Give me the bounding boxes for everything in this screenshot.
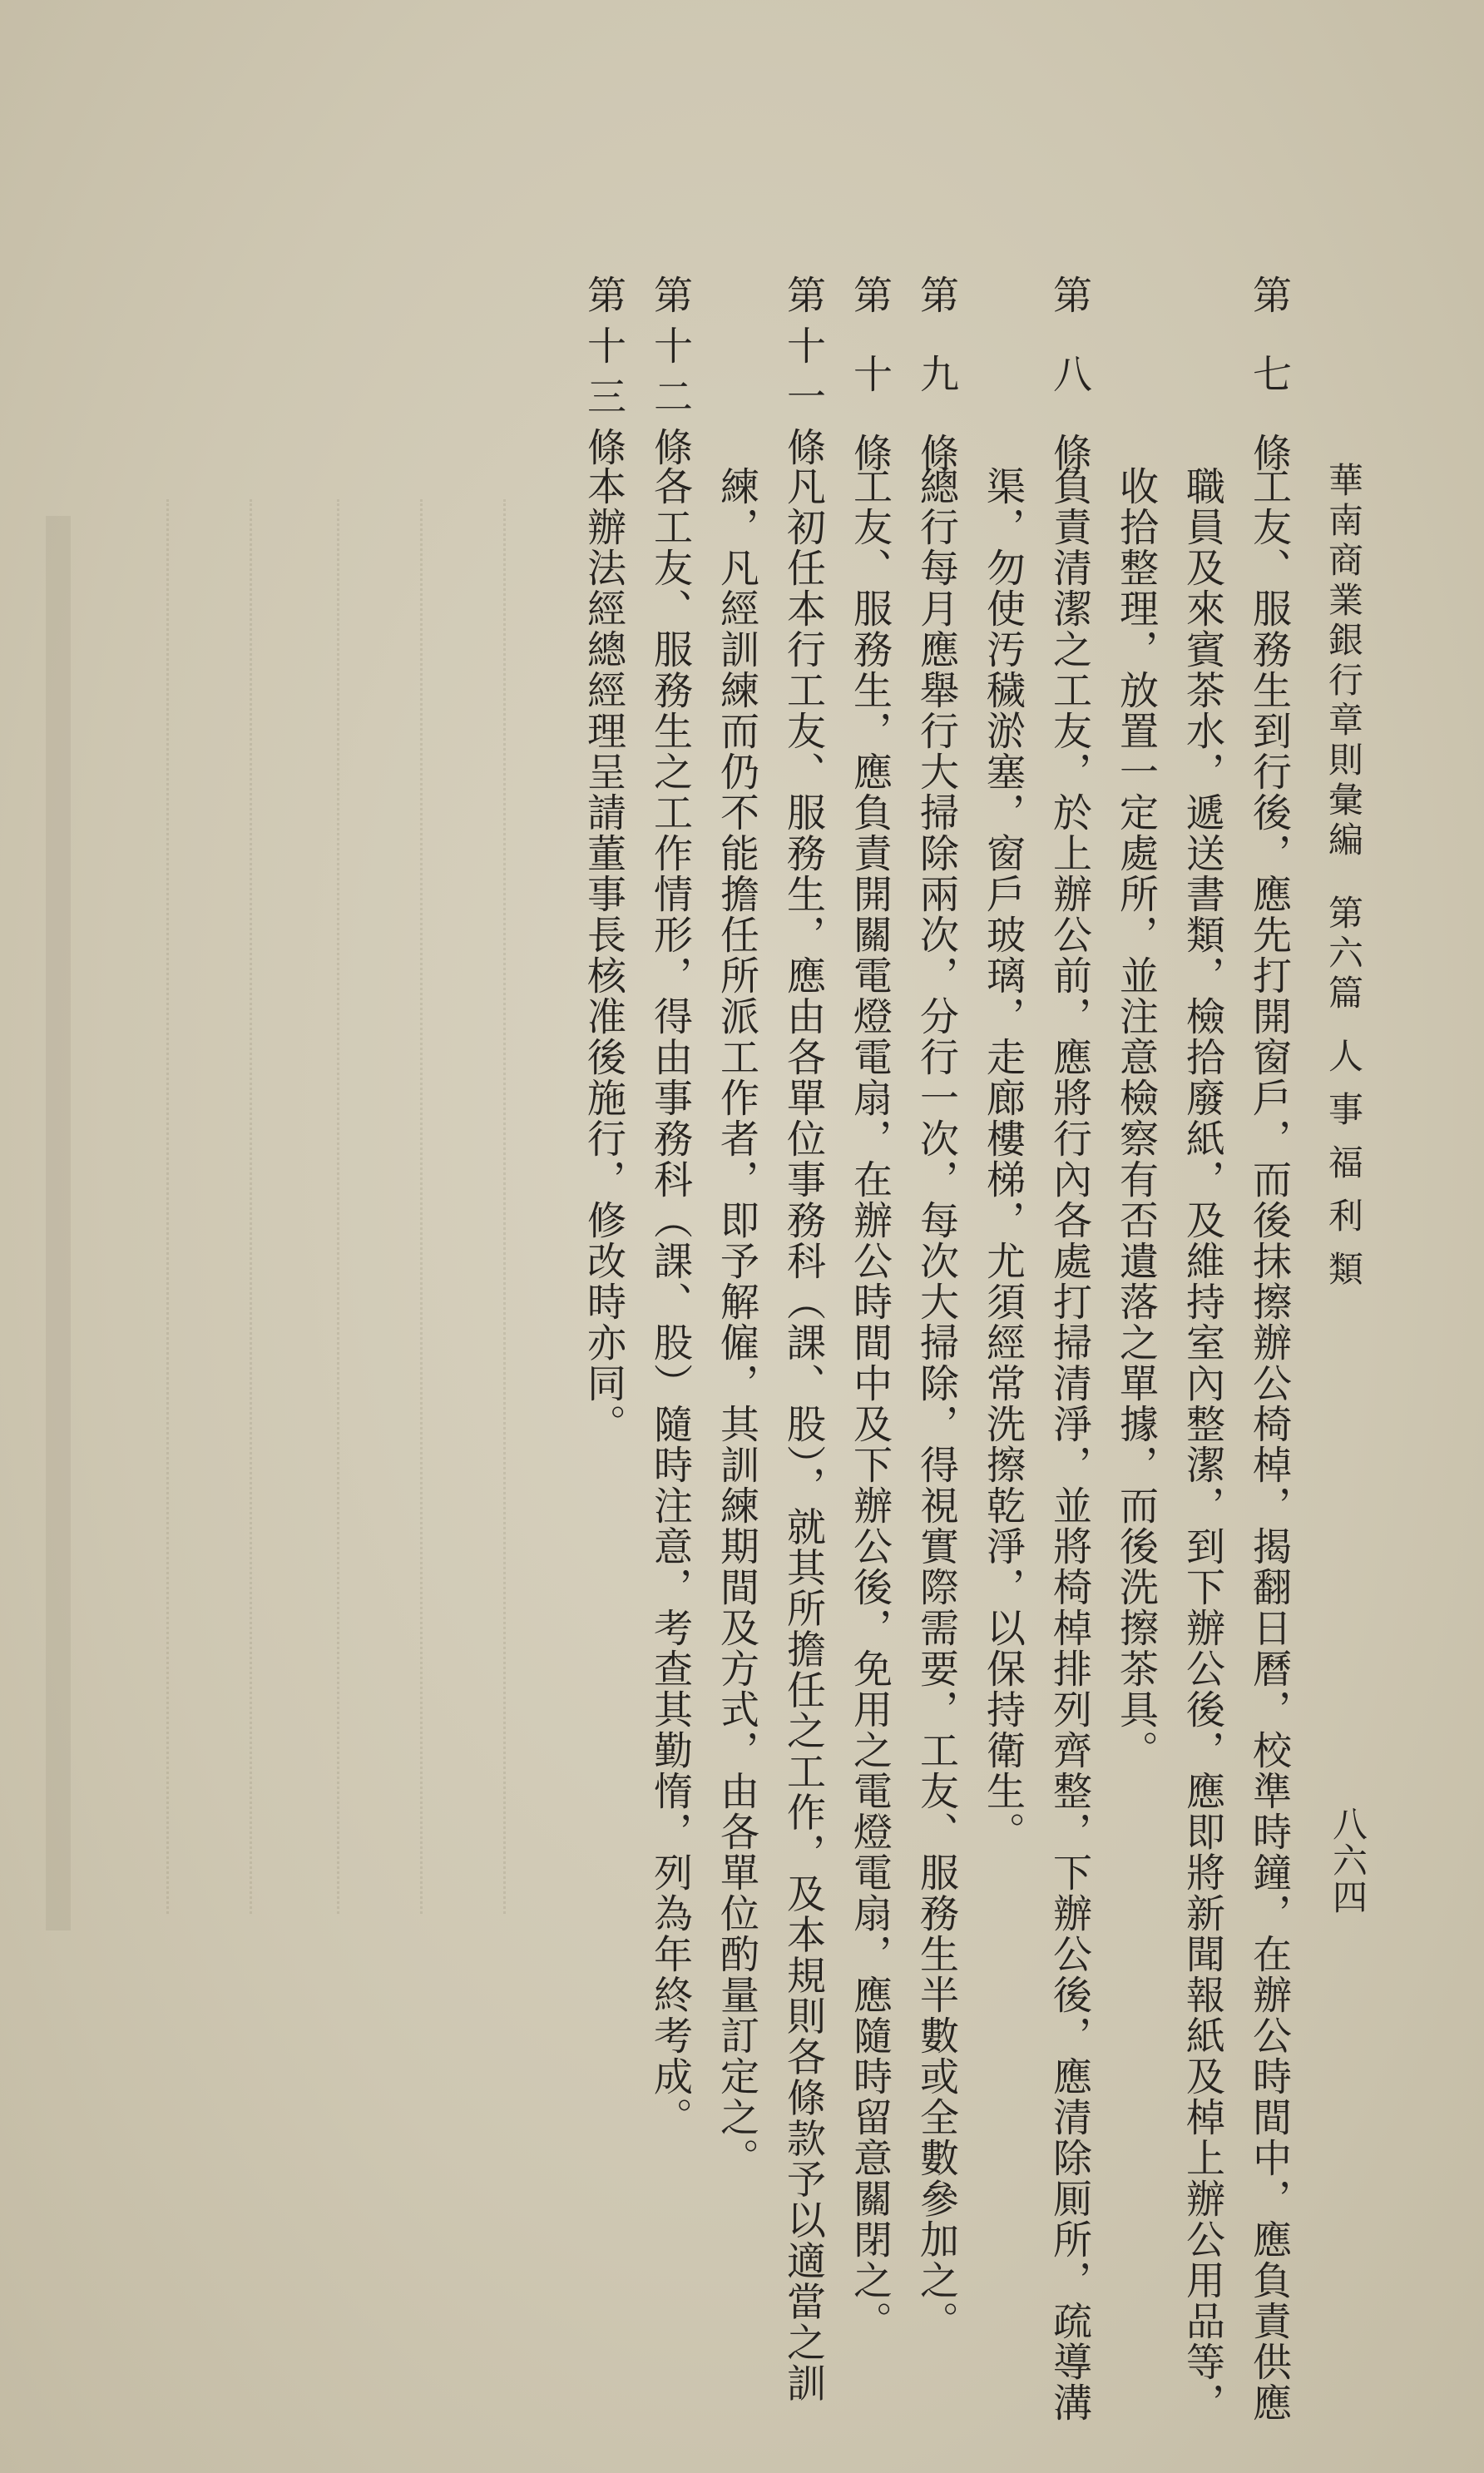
bleed-through-title [46, 516, 71, 1930]
article-8-line-2: 渠，勿使汚穢淤塞，窗戶玻璃，走廊樓梯，尤須經常洗擦乾淨，以保持衛生。 [980, 466, 1026, 1852]
article-7-line-2: 職員及來賓茶水，遞送書類，檢拾廢紙，及維持室內整潔，到下辦公後，應即將新聞報紙及棹上辦公用品等， [1180, 466, 1225, 2423]
article-8-line-1: 負責清潔之工友，於上辦公前，應將行內各處打掃清淨，並將椅棹排列齊整，下辦公後，應清除厠所，疏導溝 [1046, 466, 1092, 2423]
header-category: 人事福利類 [1323, 1038, 1364, 1304]
article-13-label: 第十三條 [581, 275, 626, 478]
article-13-line-1: 本辦法經總經理呈請董事長核准後施行，修改時亦同。 [581, 466, 626, 1445]
bleed-through-mark [503, 499, 556, 1914]
article-10-line-1: 工友、服務生，應負責開關電燈電扇，在辦公時間中及下辦公後，免用之電燈電扇，應隨時留意關閉之。 [847, 466, 893, 2342]
article-9-label: 第九條 [913, 275, 959, 512]
article-8-label: 第八條 [1046, 275, 1092, 512]
bleed-through-mark [420, 499, 472, 1914]
article-12-label: 第十二條 [647, 275, 693, 478]
article-11-label: 第十一條 [780, 275, 826, 478]
article-12-line-1: 各工友、服務生之工作情形，得由事務科（課、股）隨時注意，考查其勤惰，列為年終考成。 [647, 466, 693, 2138]
article-9-line-1: 總行每月應舉行大掃除兩次，分行一次，每次大掃除，得視實際需要，工友、服務生半數或全數參加之。 [913, 466, 959, 2342]
header-section: 第六篇 [1323, 895, 1364, 1014]
bleed-through-mark [250, 499, 302, 1914]
bleed-through-mark [166, 499, 219, 1914]
article-10-label: 第十條 [847, 275, 893, 512]
article-11-line-1: 凡初任本行工友、服務生，應由各單位事務科（課、股），就其所擔任之工作，及本規則各條款予以適當之訓 [780, 466, 826, 2404]
page-number: 八六四 [1328, 1806, 1368, 1915]
article-7-label: 第七條 [1246, 275, 1292, 512]
running-header [1318, 462, 1368, 1304]
header-title: 華南商業銀行章則彙編 [1323, 462, 1364, 861]
article-7-line-3: 收拾整理，放置一定處所，並注意檢察有否遺落之單據，而後洗擦茶具。 [1113, 466, 1159, 1771]
article-7-line-1: 工友、服務生到行後，應先打開窗戶，而後抹擦辦公椅棹，揭翻日曆，校準時鐘，在辦公時間中，應負責供應 [1246, 466, 1292, 2423]
bleed-through-mark [337, 499, 389, 1914]
article-11-line-2: 練，凡經訓練而仍不能擔任所派工作者，即予解僱，其訓練期間及方式，由各單位酌量訂定之。 [714, 466, 759, 2178]
